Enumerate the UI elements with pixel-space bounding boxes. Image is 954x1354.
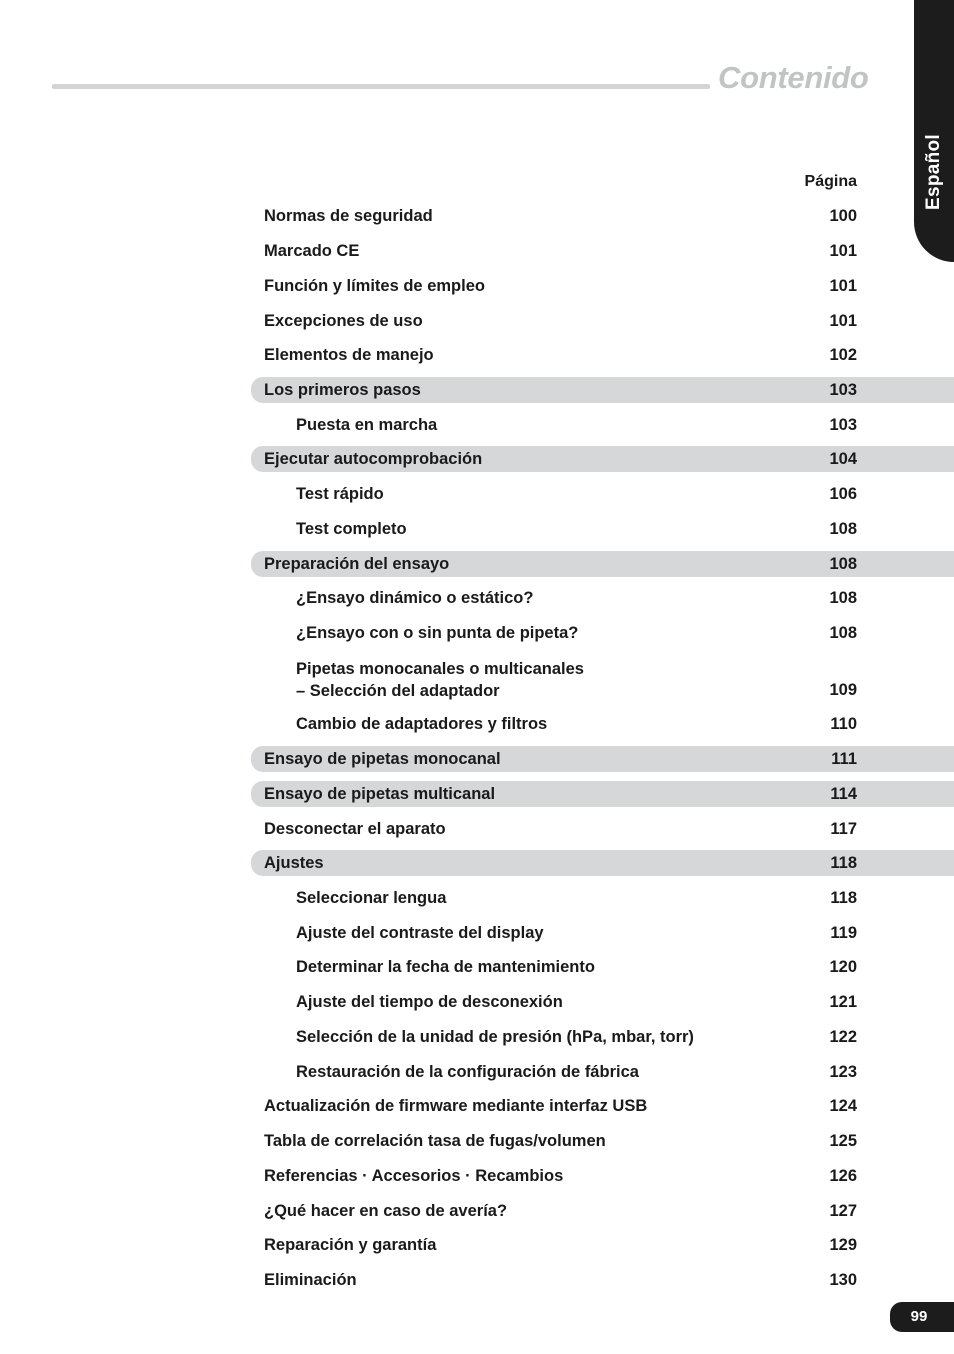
toc-entry-page: 101 <box>829 242 857 260</box>
toc-entry-title <box>264 446 482 472</box>
toc-entry-page: 127 <box>829 1202 857 1220</box>
toc-entry-title-line: Referencias · Accesorios · Recambios <box>264 1167 564 1185</box>
toc-entry-title <box>264 203 433 229</box>
toc-entry-page: 110 <box>830 715 857 733</box>
toc-entry-title-line: Tabla de correlación tasa de fugas/volumen <box>264 1132 606 1150</box>
toc-entry <box>251 1059 954 1085</box>
toc-entry <box>251 516 954 542</box>
toc-entry <box>251 446 954 472</box>
toc-entry <box>251 989 954 1015</box>
toc-entry-title-line: Restauración de la configuración de fábrica <box>296 1063 639 1081</box>
toc-entry-page: 121 <box>829 993 857 1011</box>
toc-entry-page: 108 <box>829 555 857 573</box>
toc-entry-page: 108 <box>829 589 857 607</box>
toc-entry-page: 126 <box>829 1167 857 1185</box>
toc-entry-title <box>264 816 446 842</box>
toc-entry-title-line: Actualización de firmware mediante interfaz USB <box>264 1097 648 1115</box>
toc-entry-title-line: Ensayo de pipetas multicanal <box>264 785 496 803</box>
toc-entry-title <box>264 1232 436 1258</box>
toc-entry <box>251 781 954 807</box>
toc-entry <box>251 585 954 611</box>
toc-entry-page: 114 <box>830 785 857 803</box>
toc-entry-title <box>296 658 584 702</box>
toc-entry-title <box>264 1093 647 1119</box>
toc-entry-page: 129 <box>829 1236 857 1254</box>
toc-entry-title <box>264 551 449 577</box>
toc-entry <box>251 711 954 737</box>
toc-entry-title <box>296 481 384 507</box>
toc-entry <box>251 655 954 703</box>
toc-entry-title <box>296 711 547 737</box>
toc-entry-page: 103 <box>829 381 857 399</box>
toc-entry-page: 119 <box>830 924 857 942</box>
toc-entry-title-line: Test completo <box>296 520 407 538</box>
toc-entry-title <box>296 1059 639 1085</box>
toc-entry <box>251 1128 954 1154</box>
toc-entry <box>251 1163 954 1189</box>
toc-entry-title <box>296 620 578 646</box>
toc-entry-title-line: Ensayo de pipetas monocanal <box>264 750 501 768</box>
toc-entry <box>251 377 954 403</box>
toc-entry <box>251 954 954 980</box>
toc-entry-title <box>264 273 485 299</box>
toc-entry-title-line: Ajuste del contraste del display <box>296 924 544 942</box>
toc-entry-page: 101 <box>829 312 857 330</box>
toc-entry-page: 124 <box>829 1097 857 1115</box>
toc-entry <box>251 1024 954 1050</box>
toc-entry <box>251 920 954 946</box>
toc-entry-page: 100 <box>829 207 857 225</box>
toc-entry-title-line: Preparación del ensayo <box>264 555 450 573</box>
page-column-header: Página <box>804 173 857 190</box>
toc-entry-page: 123 <box>829 1063 857 1081</box>
toc-entry-page: 125 <box>829 1132 857 1150</box>
toc-entry-page: 120 <box>829 958 857 976</box>
toc-entry-title-line: Normas de seguridad <box>264 207 433 225</box>
toc-entry-title-line: Determinar la fecha de mantenimiento <box>296 958 595 976</box>
toc-entry-title <box>264 781 495 807</box>
toc-entry-title-line: Puesta en marcha <box>296 416 438 434</box>
toc-entry-title <box>264 1198 507 1224</box>
toc-entry <box>251 481 954 507</box>
toc-entry <box>251 850 954 876</box>
toc-entry-title-line: Ajuste del tiempo de desconexión <box>296 993 563 1011</box>
toc-entry-title <box>296 1024 694 1050</box>
toc-entry-page: 104 <box>829 450 857 468</box>
toc-entry-title <box>296 412 437 438</box>
toc-entry <box>251 203 954 229</box>
toc-entry-page: 111 <box>831 750 857 768</box>
toc-entry-title-line: Selección de la unidad de presión (hPa, mbar, torr) <box>296 1028 694 1046</box>
toc-entry-title <box>296 954 595 980</box>
toc-entry-title <box>296 585 533 611</box>
toc-entry-title-line: Reparación y garantía <box>264 1236 437 1254</box>
toc-entry-page: 108 <box>829 624 857 642</box>
toc-entry <box>251 1198 954 1224</box>
toc-entry-title <box>264 1128 606 1154</box>
toc-entry <box>251 412 954 438</box>
toc-entry-page: 102 <box>829 346 857 364</box>
toc-entry-title-line: Elementos de manejo <box>264 346 434 364</box>
toc-entry <box>251 746 954 772</box>
toc-entry-page: 117 <box>830 820 857 838</box>
toc-entry-title <box>264 1163 563 1189</box>
toc-entry-title-line: – Selección del adaptador <box>296 682 500 700</box>
toc-entry <box>251 273 954 299</box>
toc-entry-page: 101 <box>829 277 857 295</box>
toc-entry <box>251 620 954 646</box>
toc-entry-page: 106 <box>829 485 857 503</box>
toc-entry-title <box>264 377 421 403</box>
toc-entry-page: 103 <box>829 416 857 434</box>
toc-entry-page: 122 <box>829 1028 857 1046</box>
toc-entry-title <box>296 920 544 946</box>
toc-entry-title-line: Ejecutar autocomprobación <box>264 450 483 468</box>
toc-entry-title-line: Marcado CE <box>264 242 360 260</box>
toc-entry-title <box>264 238 359 264</box>
toc-entry-title <box>264 850 324 876</box>
toc-entry-title-line: Ajustes <box>264 854 324 872</box>
toc-entry <box>251 238 954 264</box>
toc-entry-page: 118 <box>830 889 857 907</box>
toc-entry-title-line: Desconectar el aparato <box>264 820 446 838</box>
toc-entry <box>251 1093 954 1119</box>
page-title: Contenido <box>718 60 869 95</box>
toc-entry-title-line: Los primeros pasos <box>264 381 421 399</box>
toc-entry-title-line: Pipetas monocanales o multicanales <box>296 660 584 678</box>
toc-entry-title <box>264 746 501 772</box>
toc-entry-page: 109 <box>829 681 857 699</box>
toc-entry-title <box>264 342 434 368</box>
toc-entry-title <box>264 1267 357 1293</box>
toc-entry-title-line: Función y límites de empleo <box>264 277 485 295</box>
toc-entry-title-line: Test rápido <box>296 485 384 503</box>
toc-entry-title-line: ¿Qué hacer en caso de avería? <box>264 1202 508 1220</box>
toc-entry-page: 108 <box>829 520 857 538</box>
language-tab-label: Español <box>923 133 944 211</box>
toc-entry <box>251 885 954 911</box>
toc-entry-title <box>296 885 446 911</box>
toc-entry-title-line: Excepciones de uso <box>264 312 423 330</box>
toc-entry-page: 118 <box>830 854 857 872</box>
toc-entry-title-line: Cambio de adaptadores y filtros <box>296 715 548 733</box>
page-number: 99 <box>910 1308 928 1325</box>
toc-entry-title-line: ¿Ensayo con o sin punta de pipeta? <box>296 624 579 642</box>
toc-entry <box>251 308 954 334</box>
toc-entry-title-line: Seleccionar lengua <box>296 889 447 907</box>
toc-entry <box>251 816 954 842</box>
toc-entry <box>251 1267 954 1293</box>
toc-entry-title-line: ¿Ensayo dinámico o estático? <box>296 589 534 607</box>
toc-entry-title <box>296 989 563 1015</box>
toc-entry <box>251 551 954 577</box>
toc-entry-title <box>296 516 407 542</box>
toc-entry <box>251 342 954 368</box>
toc-entry-title-line: Eliminación <box>264 1271 357 1289</box>
toc-entry-title <box>264 308 423 334</box>
toc-entry-page: 130 <box>829 1271 857 1289</box>
toc-entry <box>251 1232 954 1258</box>
